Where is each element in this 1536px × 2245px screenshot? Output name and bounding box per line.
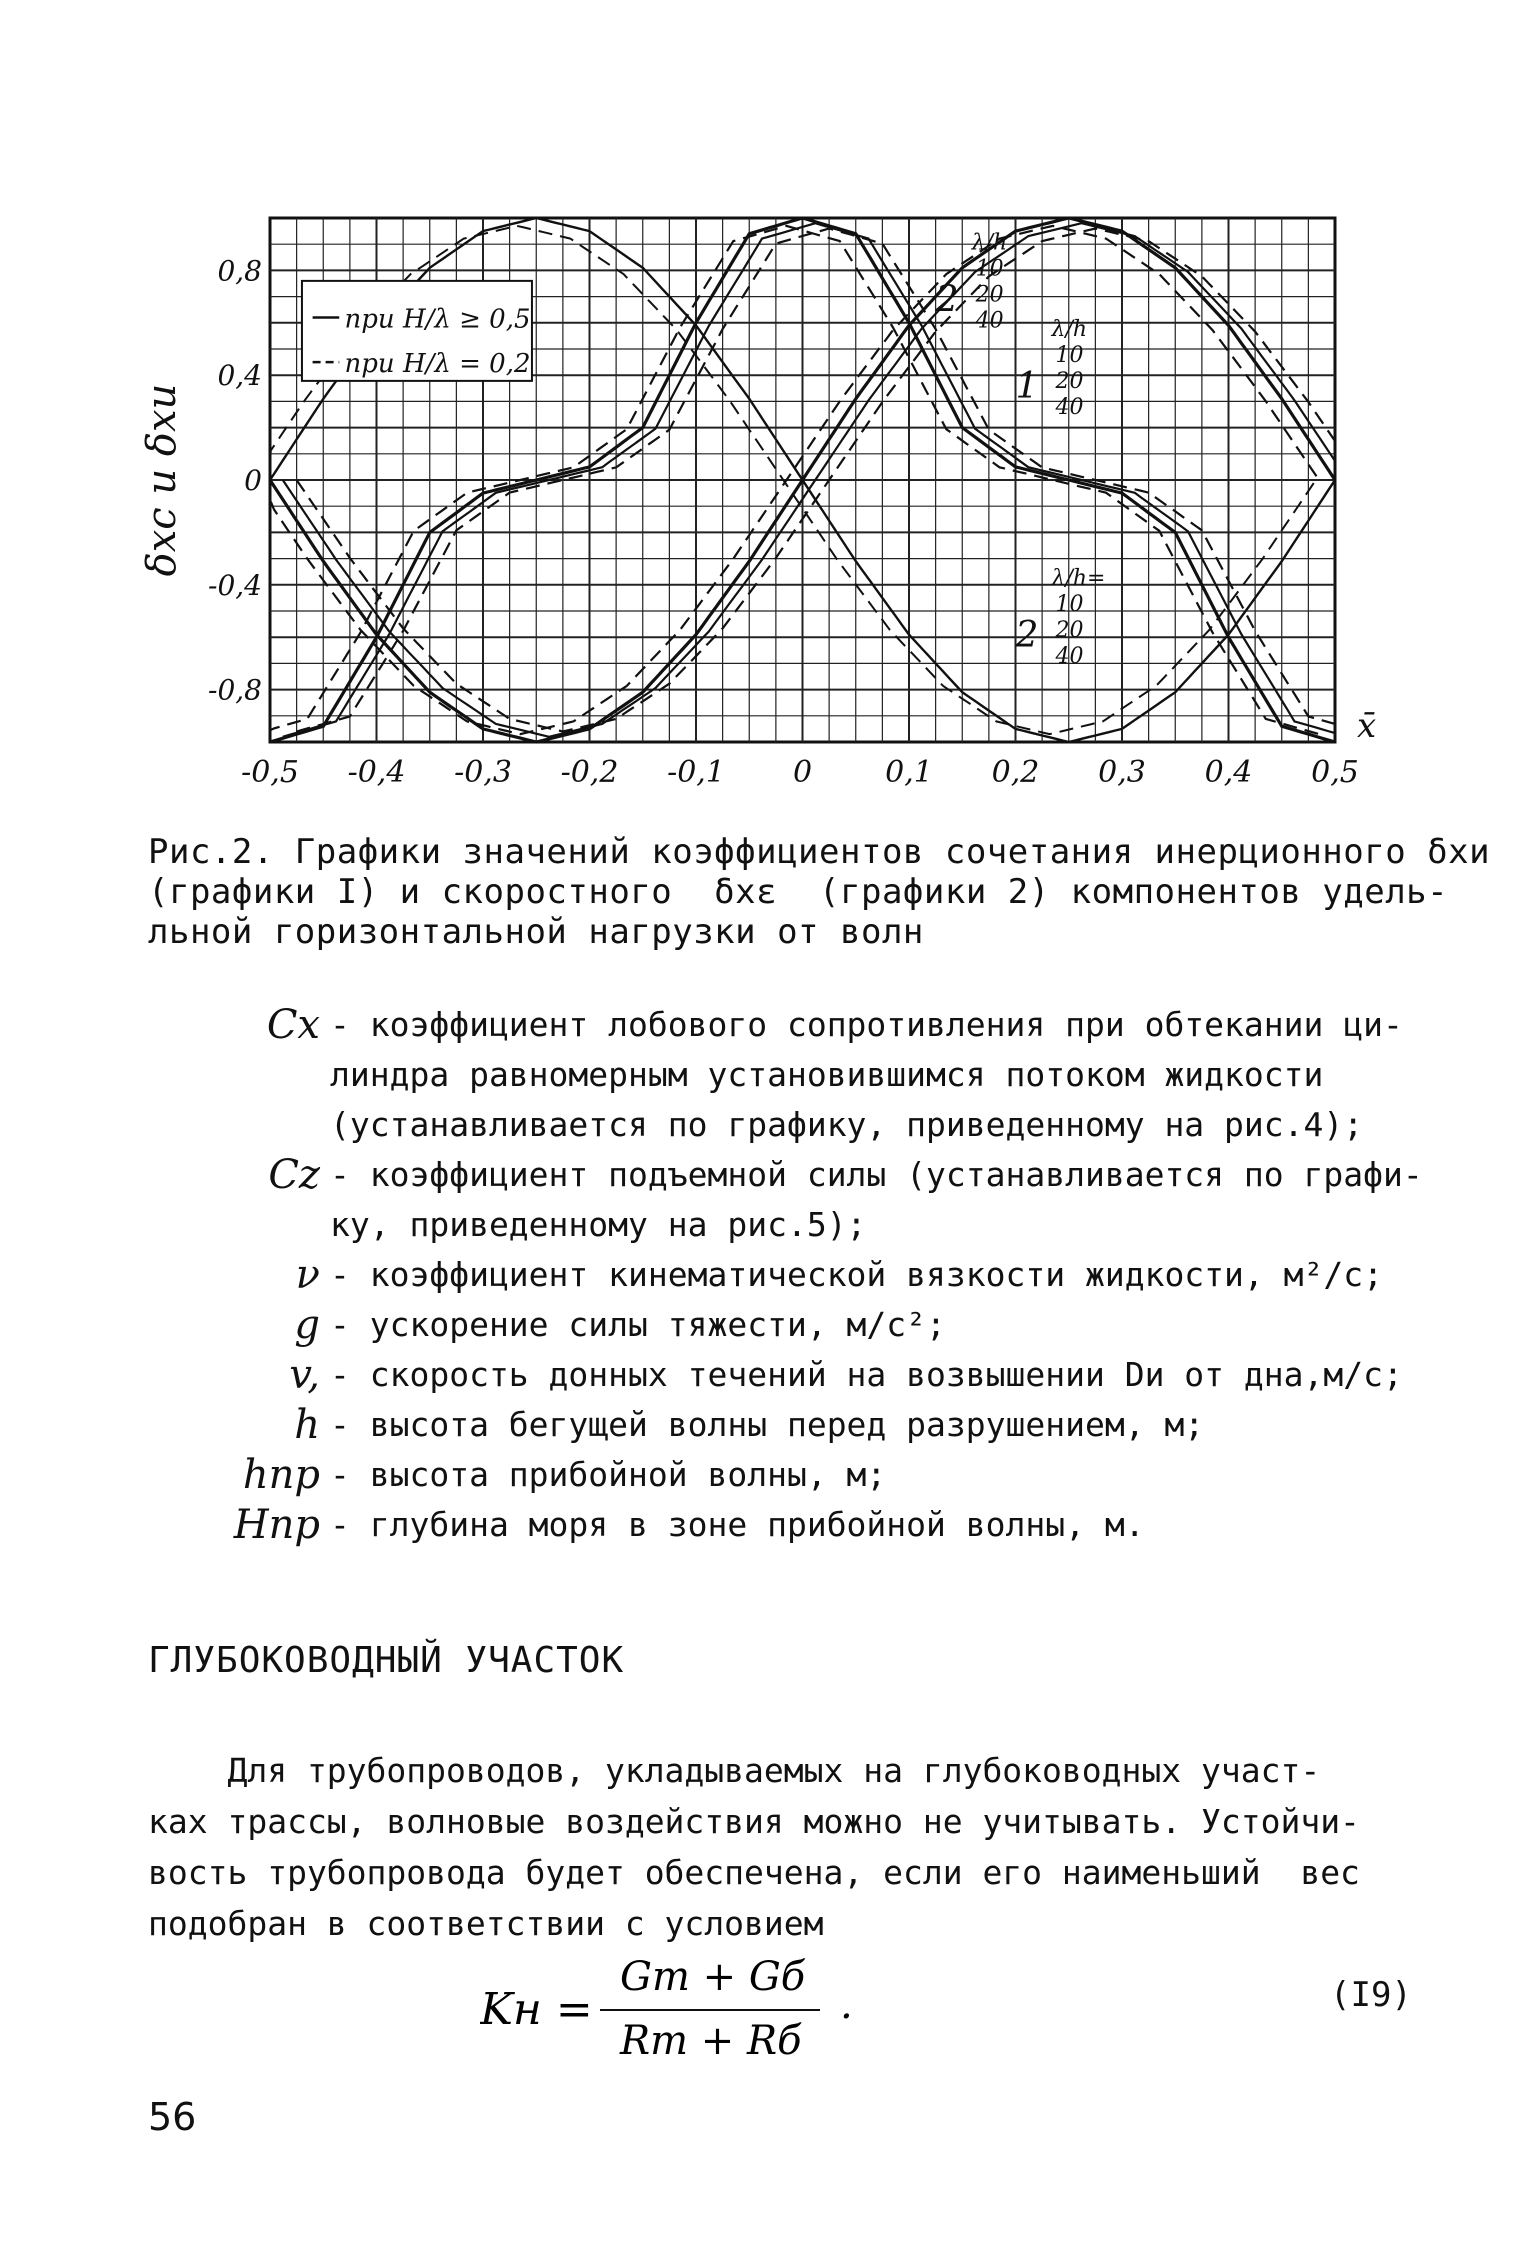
annotation-group1-value: 10 <box>1055 342 1084 368</box>
annotation-group2-bottom-value: 10 <box>1055 591 1084 617</box>
x-tick-label: 0,5 <box>1311 755 1359 790</box>
x-tick-label: -0,1 <box>667 755 725 790</box>
annotation-group2-bottom-label: 2 <box>1015 614 1039 656</box>
x-tick-label: 0 <box>792 755 813 790</box>
definition-nu <box>220 1250 1450 1300</box>
x-tick-label: 0,2 <box>991 755 1040 790</box>
annotation-group2-top-value: 40 <box>975 308 1004 334</box>
definition-symbol: Hпр <box>233 1502 320 1548</box>
definition-symbol: v, <box>289 1352 320 1398</box>
definition-text: - высота бегущей волны перед разрушением, м; <box>330 1405 1205 1444</box>
definition-symbol: hпр <box>242 1452 320 1498</box>
definition-text: - коэффициент подъемной силы (устанавливается по графи- ку, приведенному на рис.5); <box>330 1155 1423 1244</box>
annotation-group2-bottom-value: 20 <box>1055 617 1084 643</box>
annotation-group1-value: 20 <box>1055 368 1084 394</box>
annotation-group2-top-value: 20 <box>975 282 1004 308</box>
formula-numerator: Gт + Gб <box>620 1954 806 2000</box>
caption-line: (графики I) и скоростного δхε (графики 2) компонентов удель- <box>148 872 1449 912</box>
y-tick-label: 0,4 <box>217 359 262 393</box>
x-tick-label: 0,1 <box>885 755 933 790</box>
definition-v <box>220 1350 1450 1400</box>
definition-symbol: Cx <box>266 1002 320 1048</box>
definition-symbol: g <box>294 1302 320 1348</box>
annotation-group2-top-header: λ/h <box>971 230 1008 256</box>
formula-denominator: Rт + Rб <box>620 2018 802 2064</box>
formula <box>480 1950 900 2081</box>
definition-cx <box>220 1000 1450 1150</box>
y-tick-label: 0 <box>244 464 262 497</box>
annotation-group2-bottom-header: λ/h= <box>1051 565 1106 591</box>
definition-cz <box>220 1150 1450 1250</box>
caption-line: Рис.2. Графики значений коэффициентов сочетания инерционного δхи <box>148 832 1491 872</box>
body-paragraph <box>148 1745 1388 1949</box>
definition-text: - ускорение силы тяжести, м/с²; <box>330 1305 946 1344</box>
definition-text: - коэффициент кинематической вязкости жидкости, м²/с; <box>330 1255 1383 1294</box>
definition-text: - глубина моря в зоне прибойной волны, м. <box>330 1505 1145 1544</box>
legend-solid-label: при H/λ ≥ 0,5 <box>344 304 531 335</box>
x-tick-label: -0,5 <box>241 755 299 790</box>
x-tick-label: 0,4 <box>1204 755 1253 790</box>
paragraph-line: подобран в соответствии с условием <box>148 1904 824 1943</box>
legend-dashed-label: при H/λ = 0,2 <box>344 349 531 380</box>
annotation-group2-top-value: 10 <box>975 256 1004 282</box>
definition-symbol: Cz <box>268 1152 320 1198</box>
definition-text: - скорость донных течений на возвышении Dи от дна,м/с; <box>330 1355 1403 1394</box>
formula-number: (I9) <box>1330 1975 1412 2015</box>
y-tick-label: 0,8 <box>217 254 262 288</box>
annotation-group1-header: λ/h <box>1051 316 1088 342</box>
chart <box>0 0 1536 820</box>
annotation-group2-top-label: 2 <box>935 279 959 321</box>
definition-g <box>220 1300 1450 1350</box>
page-number: 56 <box>148 2095 197 2139</box>
formula-tail: . <box>840 1982 853 2028</box>
y-tick-label: -0,8 <box>208 673 262 707</box>
definition-h <box>220 1400 1450 1450</box>
paragraph-line: Для трубопроводов, укладываемых на глубоководных участ- <box>148 1751 1321 1790</box>
x-tick-label: -0,2 <box>560 755 619 790</box>
definitions-list <box>220 1000 1450 1550</box>
definition-symbol: ν <box>295 1252 320 1298</box>
paragraph-line: вость трубопровода будет обеспечена, если его наименьший вес <box>148 1853 1360 1892</box>
figure-caption <box>148 832 1491 952</box>
annotation-group2-bottom-value: 40 <box>1055 643 1084 669</box>
x-tick-label: -0,4 <box>347 755 406 790</box>
x-tick-label: 0,3 <box>1098 755 1146 790</box>
formula-lhs: Kн = <box>480 1984 593 2035</box>
annotation-group1-value: 40 <box>1055 394 1084 420</box>
annotation-group1-label: 1 <box>1015 365 1039 407</box>
definition-text: - высота прибойной волны, м; <box>330 1455 887 1494</box>
caption-line: льной горизонтальной нагрузки от волн <box>148 912 924 952</box>
definition-symbol: h <box>294 1402 320 1448</box>
x-tick-label: -0,3 <box>454 755 512 790</box>
definition-Hpr <box>220 1500 1450 1550</box>
section-title: ГЛУБОКОВОДНЫЙ УЧАСТОК <box>148 1640 625 1681</box>
formula-graphic <box>480 1950 900 2070</box>
paragraph-line: ках трассы, волновые воздействия можно не учитывать. Устойчи- <box>148 1802 1360 1841</box>
x-axis-label: x̄ <box>1357 706 1377 746</box>
y-axis-label: δxc и δxu <box>139 383 185 577</box>
y-tick-label: -0,4 <box>208 568 262 602</box>
definition-text: - коэффициент лобового сопротивления при обтекании ци- линдра равномерным установившимся потоком жидкости (устанавливается по графику, приведенному на рис.4); <box>330 1005 1403 1144</box>
definition-hpr <box>220 1450 1450 1500</box>
